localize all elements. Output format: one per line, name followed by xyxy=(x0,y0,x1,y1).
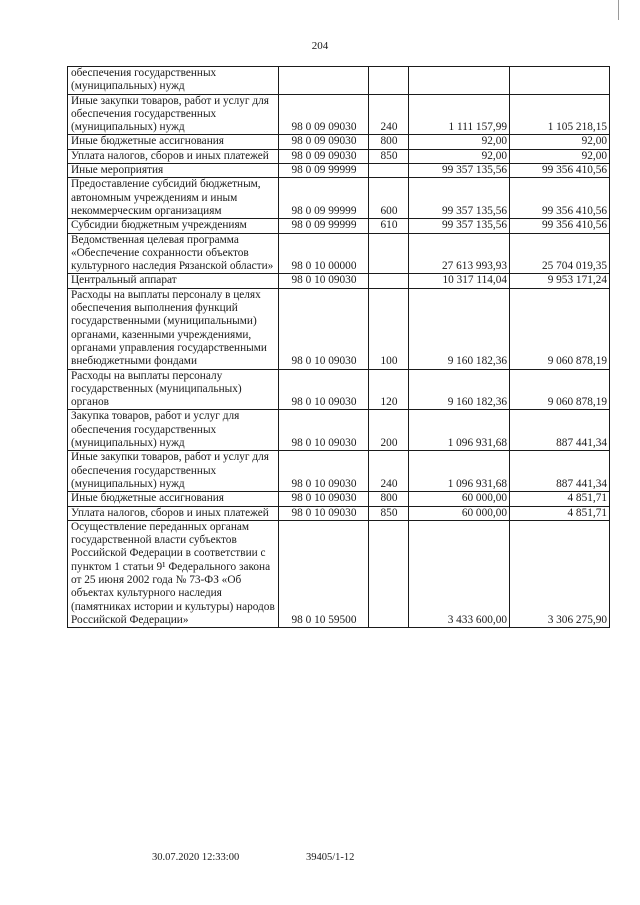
footer-doc-number: 39405/1-12 xyxy=(306,852,355,863)
cell-code: 98 0 09 09030 xyxy=(279,135,369,149)
cell-type: 850 xyxy=(369,506,409,520)
table-row xyxy=(68,520,610,627)
cell-code: 98 0 10 09030 xyxy=(279,410,369,451)
cell-sum1: 92,00 xyxy=(409,149,510,163)
cell-sum1: 92,00 xyxy=(409,135,510,149)
page-number: 204 xyxy=(311,40,329,52)
cell-name: Субсидии бюджетным учреждениям xyxy=(68,219,279,233)
cell-type: 610 xyxy=(369,219,409,233)
cell-sum1: 9 160 182,36 xyxy=(409,288,510,369)
cell-sum2: 887 441,34 xyxy=(510,410,610,451)
cell-name: Иные бюджетные ассигнования xyxy=(68,492,279,506)
cell-sum1: 3 433 600,00 xyxy=(409,520,510,627)
cell-sum1: 99 357 135,56 xyxy=(409,164,510,178)
cell-name: Расходы на выплаты персоналу государственных (муниципальных) органов xyxy=(68,369,279,410)
cell-code: 98 0 10 09030 xyxy=(279,274,369,288)
cell-name: Предоставление субсидий бюджетным, автономным учреждениям и иным некоммерческим организациям xyxy=(68,178,279,219)
table-row xyxy=(68,410,610,451)
cell-code: 98 0 10 09030 xyxy=(279,369,369,410)
cell-sum1: 1 096 931,68 xyxy=(409,451,510,492)
cell-type xyxy=(369,274,409,288)
cell-sum2: 99 356 410,56 xyxy=(510,164,610,178)
cell-sum2: 4 851,71 xyxy=(510,506,610,520)
budget-table-body xyxy=(68,67,610,628)
cell-type: 600 xyxy=(369,178,409,219)
cell-sum1: 9 160 182,36 xyxy=(409,369,510,410)
cell-code: 98 0 09 99999 xyxy=(279,164,369,178)
table-row xyxy=(68,178,610,219)
cell-type: 850 xyxy=(369,149,409,163)
cell-sum2: 9 060 878,19 xyxy=(510,288,610,369)
cell-sum2: 4 851,71 xyxy=(510,492,610,506)
cell-sum1: 60 000,00 xyxy=(409,506,510,520)
cell-code xyxy=(279,67,369,95)
cell-sum2 xyxy=(510,67,610,95)
cell-sum2: 9 953 171,24 xyxy=(510,274,610,288)
cell-sum2: 887 441,34 xyxy=(510,451,610,492)
table-row xyxy=(68,506,610,520)
cell-sum2: 92,00 xyxy=(510,135,610,149)
cell-type: 800 xyxy=(369,492,409,506)
cell-code: 98 0 09 09030 xyxy=(279,149,369,163)
table-row xyxy=(68,288,610,369)
cell-sum1 xyxy=(409,67,510,95)
cell-sum1: 27 613 993,93 xyxy=(409,233,510,274)
cell-name: Закупка товаров, работ и услуг для обеспечения государственных (муниципальных) нужд xyxy=(68,410,279,451)
cell-name: обеспечения государственных (муниципальных) нужд xyxy=(68,67,279,95)
cell-sum1: 99 357 135,56 xyxy=(409,178,510,219)
table-row xyxy=(68,219,610,233)
cell-name: Уплата налогов, сборов и иных платежей xyxy=(68,149,279,163)
cell-type xyxy=(369,164,409,178)
cell-code: 98 0 10 00000 xyxy=(279,233,369,274)
cell-code: 98 0 10 59500 xyxy=(279,520,369,627)
cell-name: Иные закупки товаров, работ и услуг для обеспечения государственных (муниципальных) нужд xyxy=(68,451,279,492)
cell-code: 98 0 09 99999 xyxy=(279,219,369,233)
table-row xyxy=(68,233,610,274)
cell-name: Расходы на выплаты персоналу в целях обеспечения выполнения функций государственными (муниципальными) органами, казенными учреждениями, органами управления государственными внебюджетными фондами xyxy=(68,288,279,369)
cell-code: 98 0 10 09030 xyxy=(279,492,369,506)
cell-name: Иные бюджетные ассигнования xyxy=(68,135,279,149)
cell-sum1: 10 317 114,04 xyxy=(409,274,510,288)
cell-code: 98 0 09 99999 xyxy=(279,178,369,219)
cell-type: 240 xyxy=(369,451,409,492)
table-row xyxy=(68,492,610,506)
cell-type: 240 xyxy=(369,94,409,135)
cell-sum2: 25 704 019,35 xyxy=(510,233,610,274)
footer-date: 30.07.2020 12:33:00 xyxy=(152,852,240,863)
cell-code: 98 0 10 09030 xyxy=(279,506,369,520)
table-row xyxy=(68,149,610,163)
cell-type xyxy=(369,520,409,627)
budget-table xyxy=(67,66,610,628)
cell-sum2: 3 306 275,90 xyxy=(510,520,610,627)
cell-code: 98 0 10 09030 xyxy=(279,451,369,492)
table-row xyxy=(68,67,610,95)
table-row xyxy=(68,164,610,178)
table-row xyxy=(68,369,610,410)
table-row xyxy=(68,135,610,149)
cell-sum1: 1 096 931,68 xyxy=(409,410,510,451)
cell-code: 98 0 10 09030 xyxy=(279,288,369,369)
scan-edge-mark xyxy=(618,0,619,20)
cell-sum1: 1 111 157,99 xyxy=(409,94,510,135)
cell-code: 98 0 09 09030 xyxy=(279,94,369,135)
cell-sum2: 1 105 218,15 xyxy=(510,94,610,135)
cell-sum1: 99 357 135,56 xyxy=(409,219,510,233)
cell-sum2: 99 356 410,56 xyxy=(510,178,610,219)
cell-sum2: 99 356 410,56 xyxy=(510,219,610,233)
cell-type: 200 xyxy=(369,410,409,451)
table-row xyxy=(68,94,610,135)
cell-type xyxy=(369,233,409,274)
cell-name: Осуществление переданных органам государственной власти субъектов Российской Федерации в соответствии с пунктом 1 статьи 9¹ Федерального закона от 25 июня 2002 года № 73-ФЗ «Об объектах культурного наследия (памятниках истории и культуры) народов Российской Федерации» xyxy=(68,520,279,627)
cell-name: Ведомственная целевая программа «Обеспечение сохранности объектов культурного наследия Рязанской области» xyxy=(68,233,279,274)
cell-type xyxy=(369,67,409,95)
cell-type: 120 xyxy=(369,369,409,410)
cell-name: Центральный аппарат xyxy=(68,274,279,288)
cell-sum2: 92,00 xyxy=(510,149,610,163)
table-row xyxy=(68,451,610,492)
cell-sum2: 9 060 878,19 xyxy=(510,369,610,410)
cell-type: 800 xyxy=(369,135,409,149)
cell-sum1: 60 000,00 xyxy=(409,492,510,506)
cell-type: 100 xyxy=(369,288,409,369)
cell-name: Иные мероприятия xyxy=(68,164,279,178)
cell-name: Уплата налогов, сборов и иных платежей xyxy=(68,506,279,520)
cell-name: Иные закупки товаров, работ и услуг для обеспечения государственных (муниципальных) нужд xyxy=(68,94,279,135)
table-row xyxy=(68,274,610,288)
